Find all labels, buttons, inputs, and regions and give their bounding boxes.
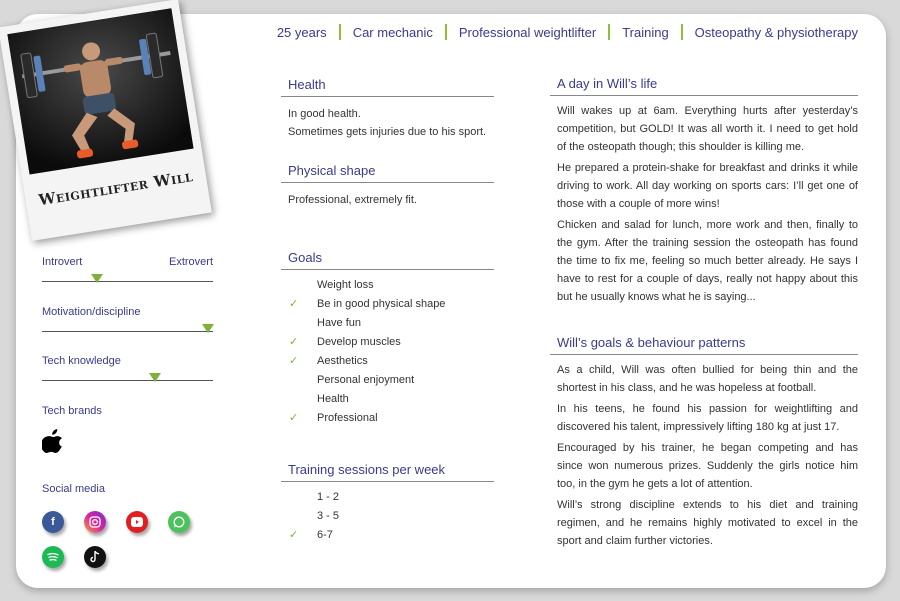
- day-paragraph: Will wakes up at 6am. Everything hurts after yesterday’s competition, but GOLD! It was all worth it. I need to get hold of the osteopath though; this shoulder is killing me.: [557, 105, 858, 153]
- goals-section: [281, 250, 494, 428]
- check-icon: ✓: [289, 529, 299, 541]
- behaviour-paragraph: As a child, Will was often bullied for being thin and the shortest in his class, and he was hopeless at football.: [557, 364, 858, 394]
- physical-shape-title: Physical shape: [281, 163, 494, 183]
- social-media: [42, 483, 213, 568]
- health-line: In good health.: [288, 108, 361, 120]
- goal-item: [281, 314, 494, 333]
- training-sessions-section: [281, 462, 494, 545]
- day-paragraph: Chicken and salad for lunch, more work and then, finally to the gym. After the training session the osteopath has found the time to fix me, feeling so much better already. He says I have to rest for a couple of days, really not happy about this but he usually knows what he is saying...: [557, 219, 858, 303]
- session-item: [281, 488, 494, 507]
- slider-marker: [149, 373, 161, 382]
- social-media-label: Social media: [42, 483, 105, 495]
- health-title: Health: [281, 77, 494, 97]
- goal-item: [281, 352, 494, 371]
- goals-title: Goals: [281, 250, 494, 270]
- header-job: Car mechanic: [352, 24, 433, 40]
- health-section: [281, 77, 494, 141]
- youtube-icon: [126, 511, 148, 533]
- session-item: [281, 526, 494, 545]
- slider-marker: [91, 274, 103, 283]
- day-in-life-section: [550, 76, 858, 306]
- goal-label: Be in good physical shape: [317, 298, 446, 310]
- slider-marker: [202, 324, 214, 333]
- apple-icon: [42, 429, 64, 453]
- header-need: Osteopathy & physiotherapy: [694, 24, 858, 40]
- tech-knowledge-label: Tech knowledge: [42, 355, 121, 367]
- health-line: Sometimes gets injuries due to his sport.: [288, 126, 487, 138]
- check-icon: ✓: [289, 412, 299, 424]
- goal-label: Weight loss: [317, 279, 374, 291]
- goals-behaviour-section: [550, 335, 858, 550]
- check-icon: ✓: [289, 355, 299, 367]
- persona-polaroid: [0, 0, 212, 241]
- goal-item: [281, 390, 494, 409]
- behaviour-paragraph: Will’s strong discipline extends to his diet and training regimen, and he remains highly motivated to excel in the sport and claim further victories.: [557, 499, 858, 547]
- behaviour-paragraph: Encouraged by his trainer, he began competing and has since won numerous prizes. Suddenly the girls notice him too, in the gym he gets a lot of attention.: [557, 442, 858, 490]
- instagram-icon: [84, 511, 106, 533]
- goal-item: [281, 276, 494, 295]
- trait-introvert-extrovert: [42, 256, 213, 282]
- physical-shape-section: [281, 163, 494, 209]
- goal-label: Aesthetics: [317, 355, 368, 367]
- goals-behaviour-title: Will’s goals & behaviour patterns: [550, 335, 858, 355]
- header-interest: Training: [622, 24, 669, 40]
- session-label: 3 - 5: [317, 510, 340, 522]
- check-icon: ✓: [289, 336, 299, 348]
- facebook-icon: f: [42, 511, 64, 533]
- tech-knowledge-slider: [42, 380, 213, 381]
- goal-item: [281, 295, 494, 314]
- goal-label: Develop muscles: [317, 336, 401, 348]
- motivation-slider: [42, 331, 213, 332]
- goal-label: Professional: [317, 412, 378, 424]
- tech-brands-label: Tech brands: [42, 405, 102, 417]
- introvert-label: Introvert: [42, 256, 83, 268]
- persona-photo: [7, 8, 193, 174]
- tiktok-icon: [84, 546, 106, 568]
- physical-shape-text: Professional, extremely fit.: [288, 194, 417, 206]
- extrovert-label: Extrovert: [168, 256, 213, 268]
- session-label: 6-7: [317, 529, 333, 541]
- whatsapp-icon: [168, 511, 190, 533]
- goal-label: Have fun: [317, 317, 362, 329]
- motivation-label: Motivation/discipline: [42, 306, 141, 318]
- goal-label: Health: [317, 393, 349, 405]
- persona-name: Weightlifter Will: [37, 167, 195, 210]
- spotify-icon: [42, 546, 64, 568]
- session-item: [281, 507, 494, 526]
- session-label: 1 - 2: [317, 491, 340, 503]
- header-attributes: [200, 24, 870, 40]
- day-paragraph: He prepared a protein-shake for breakfast and drinks it while driving to work. All day working on sports cars: I’ll get one of those with a couple of more wins!: [557, 162, 858, 210]
- day-in-life-title: A day in Will’s life: [550, 76, 858, 96]
- goal-item: [281, 371, 494, 390]
- header-profession: Professional weightlifter: [458, 24, 597, 40]
- training-sessions-title: Training sessions per week: [281, 462, 494, 482]
- check-icon: ✓: [289, 298, 299, 310]
- trait-tech-knowledge: [42, 355, 213, 381]
- header-age: 25 years: [276, 24, 327, 40]
- goal-item: [281, 409, 494, 428]
- introvert-extrovert-slider: [42, 281, 213, 282]
- trait-motivation: [42, 306, 213, 332]
- behaviour-paragraph: In his teens, he found his passion for weightlifting and discovered his talent, impressively lifting 180 kg at just 17.: [557, 403, 858, 433]
- tech-brands: [42, 405, 213, 456]
- goal-label: Personal enjoyment: [317, 374, 415, 386]
- goal-item: [281, 333, 494, 352]
